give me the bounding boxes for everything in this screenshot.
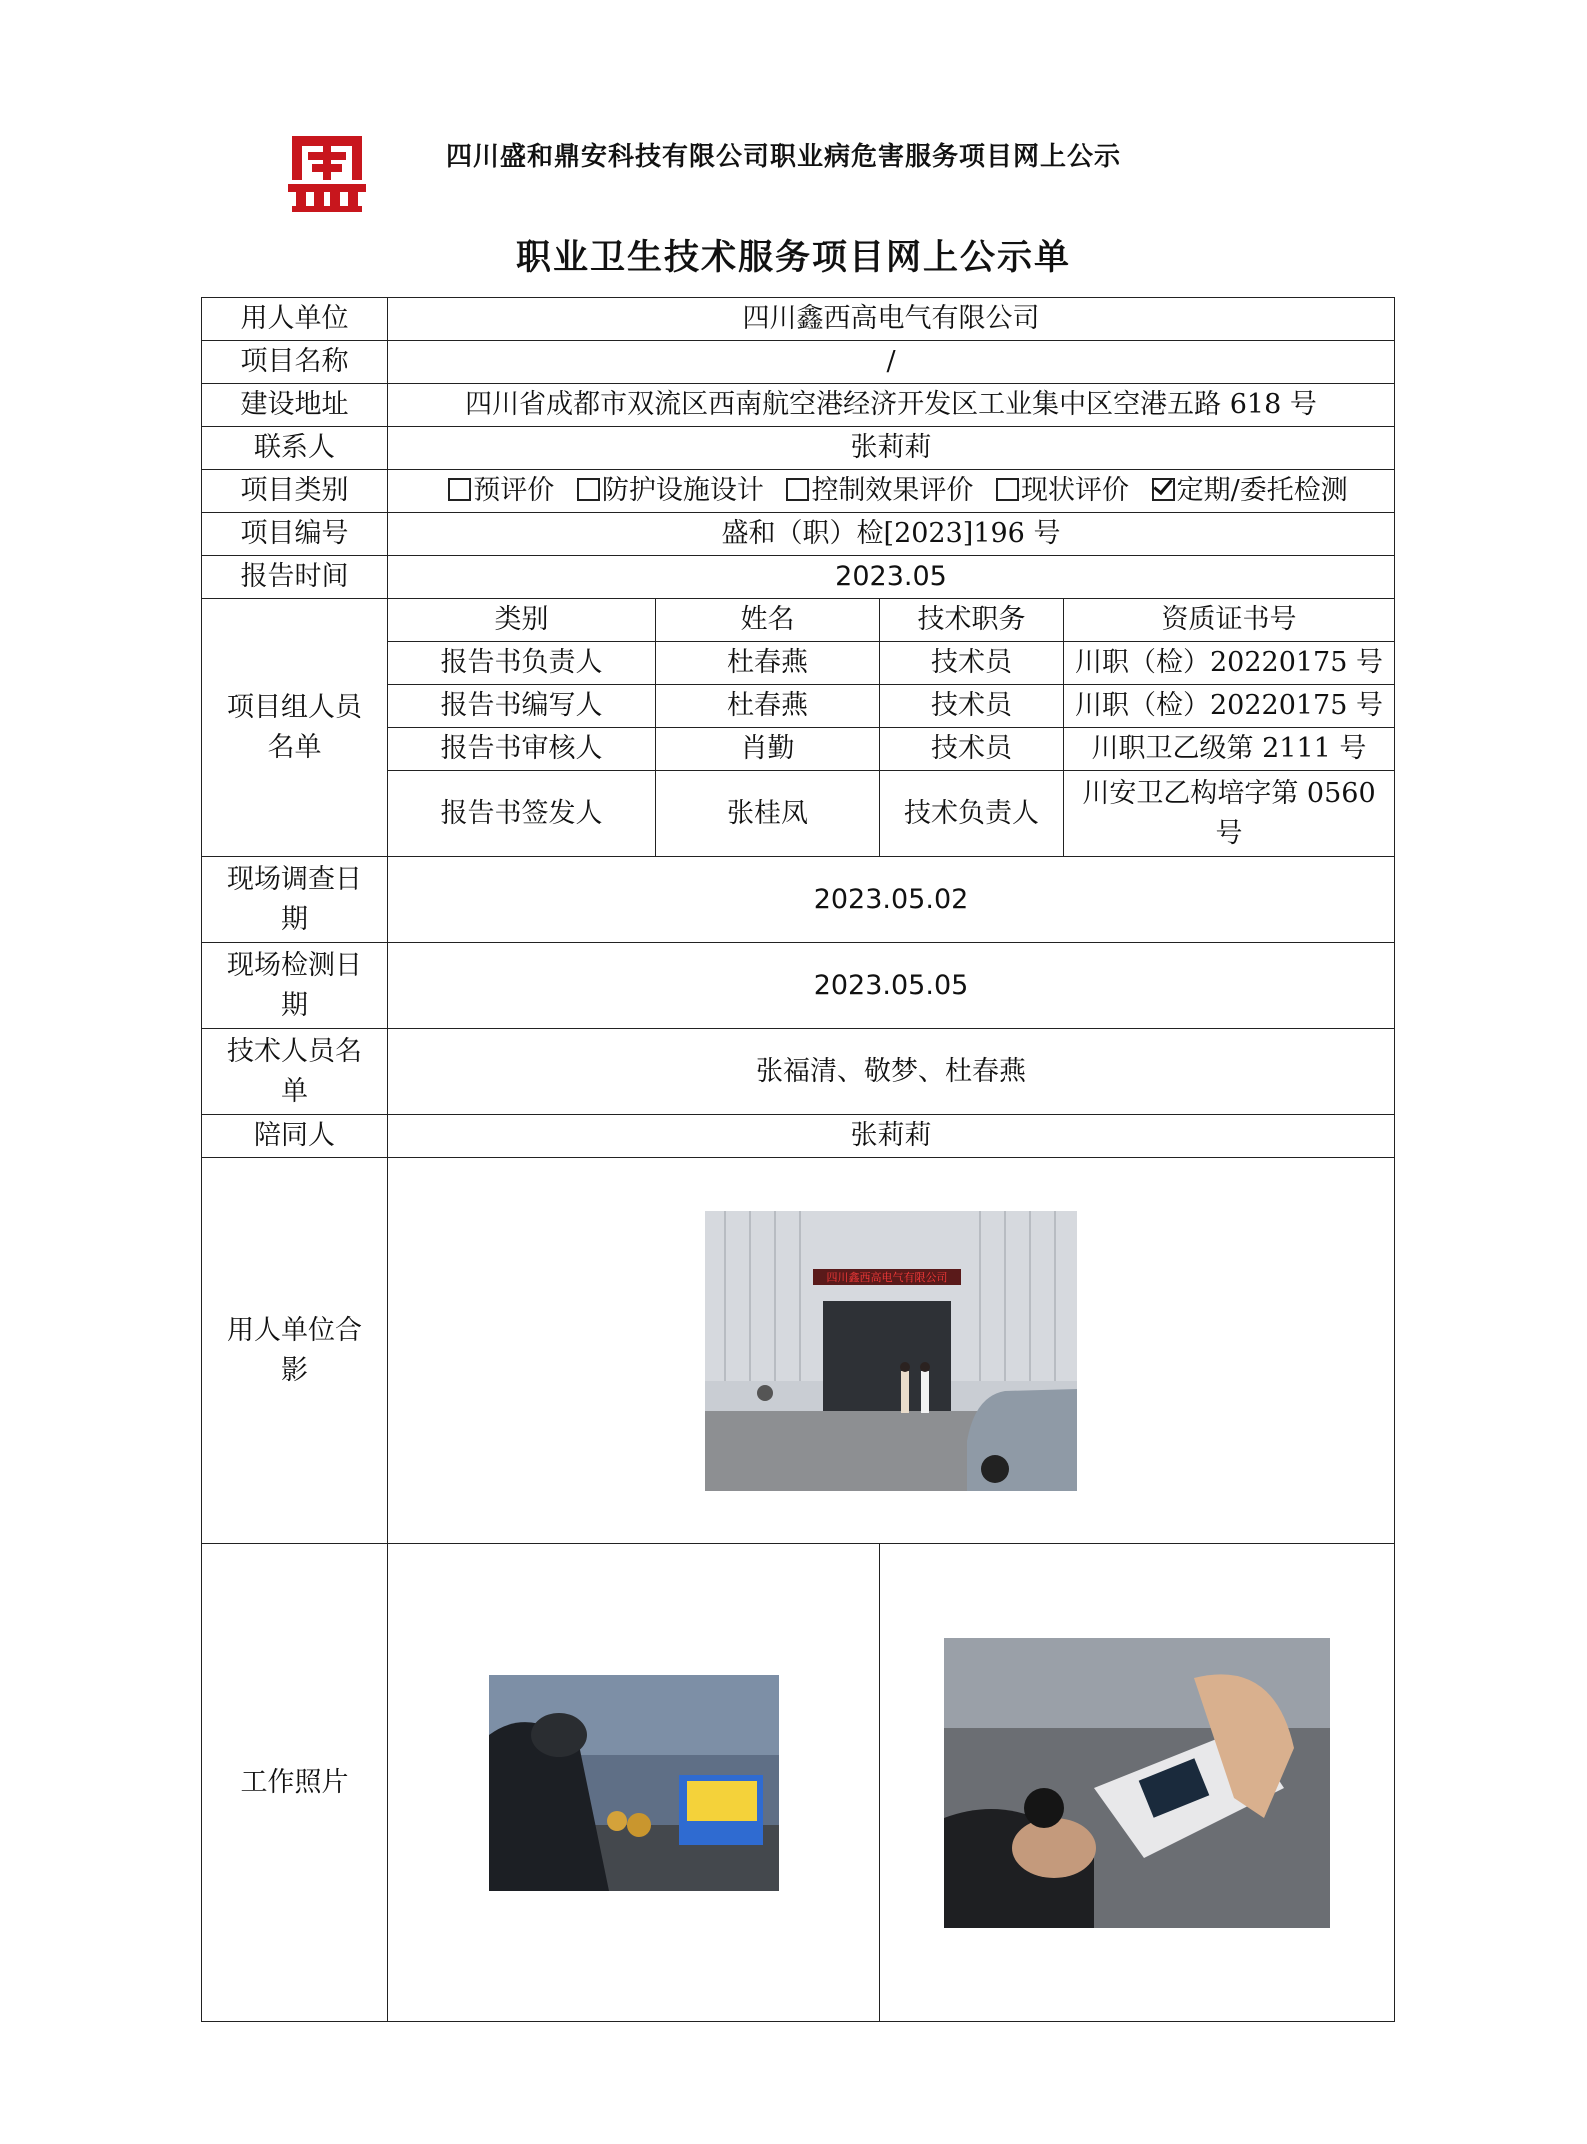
employer-value: 四川鑫西高电气有限公司	[388, 298, 1395, 341]
contact-label: 联系人	[202, 427, 388, 470]
group-photo-label: 用人单位合影	[202, 1158, 388, 1544]
project-no-value: 盛和（职）检[2023]196 号	[388, 513, 1395, 556]
work-photos-label: 工作照片	[202, 1544, 388, 2022]
category-label: 项目类别	[202, 470, 388, 513]
sign-text: 四川鑫西高电气有限公司	[826, 1270, 948, 1284]
checkbox-protection-design[interactable]	[577, 478, 600, 501]
member-role: 报告书编写人	[388, 685, 656, 728]
project-name-value: /	[388, 341, 1395, 384]
member-role: 报告书负责人	[388, 642, 656, 685]
work-photo-cell-2	[880, 1544, 1395, 2022]
member-role: 报告书签发人	[388, 771, 656, 857]
row-category	[202, 470, 1395, 513]
checkbox-status-evaluation[interactable]	[996, 478, 1019, 501]
option-protection-design: 防护设施设计	[601, 475, 764, 506]
checkbox-periodic-testing[interactable]	[1152, 478, 1175, 501]
test-date-label: 现场检测日期	[202, 943, 388, 1029]
row-group-photo	[202, 1158, 1395, 1544]
team-header-title: 技术职务	[880, 599, 1064, 642]
member-title: 技术员	[880, 728, 1064, 771]
row-project-name	[202, 341, 1395, 384]
member-cert: 川职卫乙级第 2111 号	[1064, 728, 1395, 771]
member-title: 技术员	[880, 642, 1064, 685]
member-title: 技术负责人	[880, 771, 1064, 857]
document-title: 职业卫生技术服务项目网上公示单	[515, 238, 1071, 278]
row-project-no	[202, 513, 1395, 556]
team-header-row	[202, 599, 1395, 642]
row-work-photos	[202, 1544, 1395, 2022]
test-date-value: 2023.05.05	[388, 943, 1395, 1029]
survey-date-label: 现场调查日期	[202, 857, 388, 943]
employer-label: 用人单位	[202, 298, 388, 341]
checkbox-control-evaluation[interactable]	[786, 478, 809, 501]
row-technicians	[202, 1029, 1395, 1115]
project-no-label: 项目编号	[202, 513, 388, 556]
member-name: 杜春燕	[656, 685, 880, 728]
work-photo-noise-meter	[944, 1638, 1330, 1928]
company-logo	[288, 132, 366, 214]
report-time-label: 报告时间	[202, 556, 388, 599]
option-periodic-testing: 定期/委托检测	[1176, 475, 1348, 506]
member-cert: 川职（检）20220175 号	[1064, 685, 1395, 728]
member-role: 报告书审核人	[388, 728, 656, 771]
row-contact	[202, 427, 1395, 470]
member-cert: 川安卫乙构培字第 0560 号	[1064, 771, 1395, 857]
category-options	[388, 470, 1395, 513]
project-name-label: 项目名称	[202, 341, 388, 384]
row-test-date	[202, 943, 1395, 1029]
escort-value: 张莉莉	[388, 1115, 1395, 1158]
row-report-time	[202, 556, 1395, 599]
address-value: 四川省成都市双流区西南航空港经济开发区工业集中区空港五路 618 号	[388, 384, 1395, 427]
member-name: 杜春燕	[656, 642, 880, 685]
work-photo-cell-1	[388, 1544, 880, 2022]
team-header-role: 类别	[388, 599, 656, 642]
survey-date-value: 2023.05.02	[388, 857, 1395, 943]
technicians-label: 技术人员名单	[202, 1029, 388, 1115]
member-title: 技术员	[880, 685, 1064, 728]
technicians-value: 张福清、敬梦、杜春燕	[388, 1029, 1395, 1115]
option-control-evaluation: 控制效果评价	[811, 475, 974, 506]
work-photo-welding	[489, 1675, 779, 1891]
group-photo-image	[705, 1211, 1077, 1491]
escort-label: 陪同人	[202, 1115, 388, 1158]
row-address	[202, 384, 1395, 427]
address-label: 建设地址	[202, 384, 388, 427]
checkbox-pre-evaluation[interactable]	[448, 478, 471, 501]
report-time-value: 2023.05	[388, 556, 1395, 599]
row-escort	[202, 1115, 1395, 1158]
group-photo-cell	[388, 1158, 1395, 1544]
team-header-name: 姓名	[656, 599, 880, 642]
option-pre-evaluation: 预评价	[473, 475, 555, 506]
member-cert: 川职（检）20220175 号	[1064, 642, 1395, 685]
option-status-evaluation: 现状评价	[1021, 475, 1130, 506]
team-header-cert: 资质证书号	[1064, 599, 1395, 642]
member-name: 张桂凤	[656, 771, 880, 857]
contact-value: 张莉莉	[388, 427, 1395, 470]
company-notice-header: 四川盛和鼎安科技有限公司职业病危害服务项目网上公示	[446, 142, 1122, 172]
member-name: 肖勤	[656, 728, 880, 771]
row-employer	[202, 298, 1395, 341]
notice-table	[201, 297, 1395, 2022]
row-survey-date	[202, 857, 1395, 943]
team-label: 项目组人员名单	[202, 599, 388, 857]
